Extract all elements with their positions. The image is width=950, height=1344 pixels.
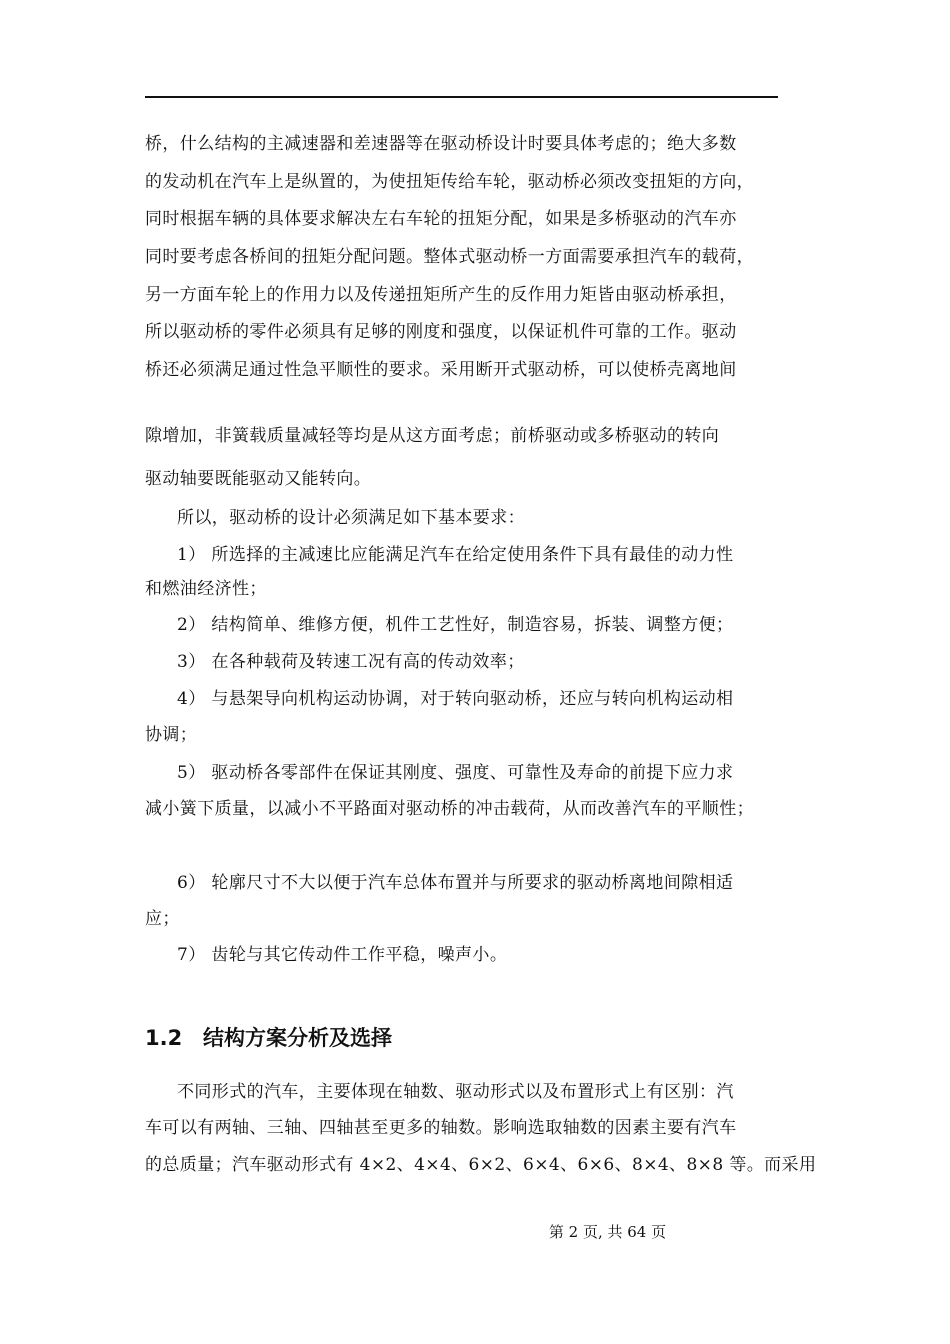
- requirement-item-continued: 减小簧下质量，以减小不平路面对驱动桥的冲击载荷，从而改善汽车的平顺性；: [145, 799, 754, 819]
- body-text-line: 驱动轴要既能驱动又能转向。: [145, 469, 372, 489]
- requirement-item: 4） 与悬架导向机构运动协调，对于转向驱动桥，还应与转向机构运动相: [177, 689, 734, 709]
- requirement-item: 6） 轮廓尺寸不大以便于汽车总体布置并与所要求的驱动桥离地间隙相适: [177, 873, 734, 893]
- requirement-item: 7） 齿轮与其它传动件工作平稳，噪声小。: [177, 945, 508, 965]
- body-text-line: 的发动机在汽车上是纵置的，为使扭矩传给车轮，驱动桥必须改变扭矩的方向，: [145, 172, 754, 192]
- body-text-line: 不同形式的汽车，主要体现在轴数、驱动形式以及布置形式上有区别：汽: [177, 1082, 734, 1102]
- requirement-item-continued: 应；: [145, 909, 180, 929]
- body-text-line: 桥，什么结构的主减速器和差速器等在驱动桥设计时要具体考虑的；绝大多数: [145, 134, 737, 154]
- body-text-line: 桥还必须满足通过性急平顺性的要求。采用断开式驱动桥，可以使桥壳离地间: [145, 360, 737, 380]
- requirement-item: 3） 在各种载荷及转速工况有高的传动效率；: [177, 652, 525, 672]
- section-heading: [145, 1024, 392, 1052]
- page-footer: 第 2 页, 共 64 页: [548, 1223, 667, 1241]
- requirements-intro: 所以，驱动桥的设计必须满足如下基本要求：: [177, 508, 525, 528]
- body-text-line: 隙增加，非簧载质量减轻等均是从这方面考虑；前桥驱动或多桥驱动的转向: [145, 426, 720, 446]
- section-title: 结构方案分析及选择: [203, 1026, 392, 1050]
- body-text-line: 同时要考虑各桥间的扭矩分配问题。整体式驱动桥一方面需要承担汽车的载荷，: [145, 247, 754, 267]
- requirement-item-continued: 和燃油经济性；: [145, 579, 267, 599]
- body-text-line: 同时根据车辆的具体要求解决左右车轮的扭矩分配，如果是多桥驱动的汽车亦: [145, 209, 737, 229]
- requirement-item: 5） 驱动桥各零部件在保证其刚度、强度、可靠性及寿命的前提下应力求: [177, 763, 734, 783]
- header-rule: [145, 96, 778, 98]
- requirement-item: 1） 所选择的主减速比应能满足汽车在给定使用条件下具有最佳的动力性: [177, 545, 734, 565]
- body-text-line: 另一方面车轮上的作用力以及传递扭矩所产生的反作用力矩皆由驱动桥承担，: [145, 285, 737, 305]
- requirement-item: 2） 结构简单、维修方便，机件工艺性好，制造容易，拆装、调整方便；: [177, 615, 734, 635]
- body-text-line: 车可以有两轴、三轴、四轴甚至更多的轴数。影响选取轴数的因素主要有汽车: [145, 1118, 737, 1138]
- body-text-line: 所以驱动桥的零件必须具有足够的刚度和强度，以保证机件可靠的工作。驱动: [145, 322, 737, 342]
- section-number: 1.2: [145, 1026, 183, 1050]
- body-text-line: 的总质量；汽车驱动形式有 4×2、4×4、6×2、6×4、6×6、8×4、8×8 等。而采用: [145, 1155, 817, 1175]
- requirement-item-continued: 协调；: [145, 725, 198, 745]
